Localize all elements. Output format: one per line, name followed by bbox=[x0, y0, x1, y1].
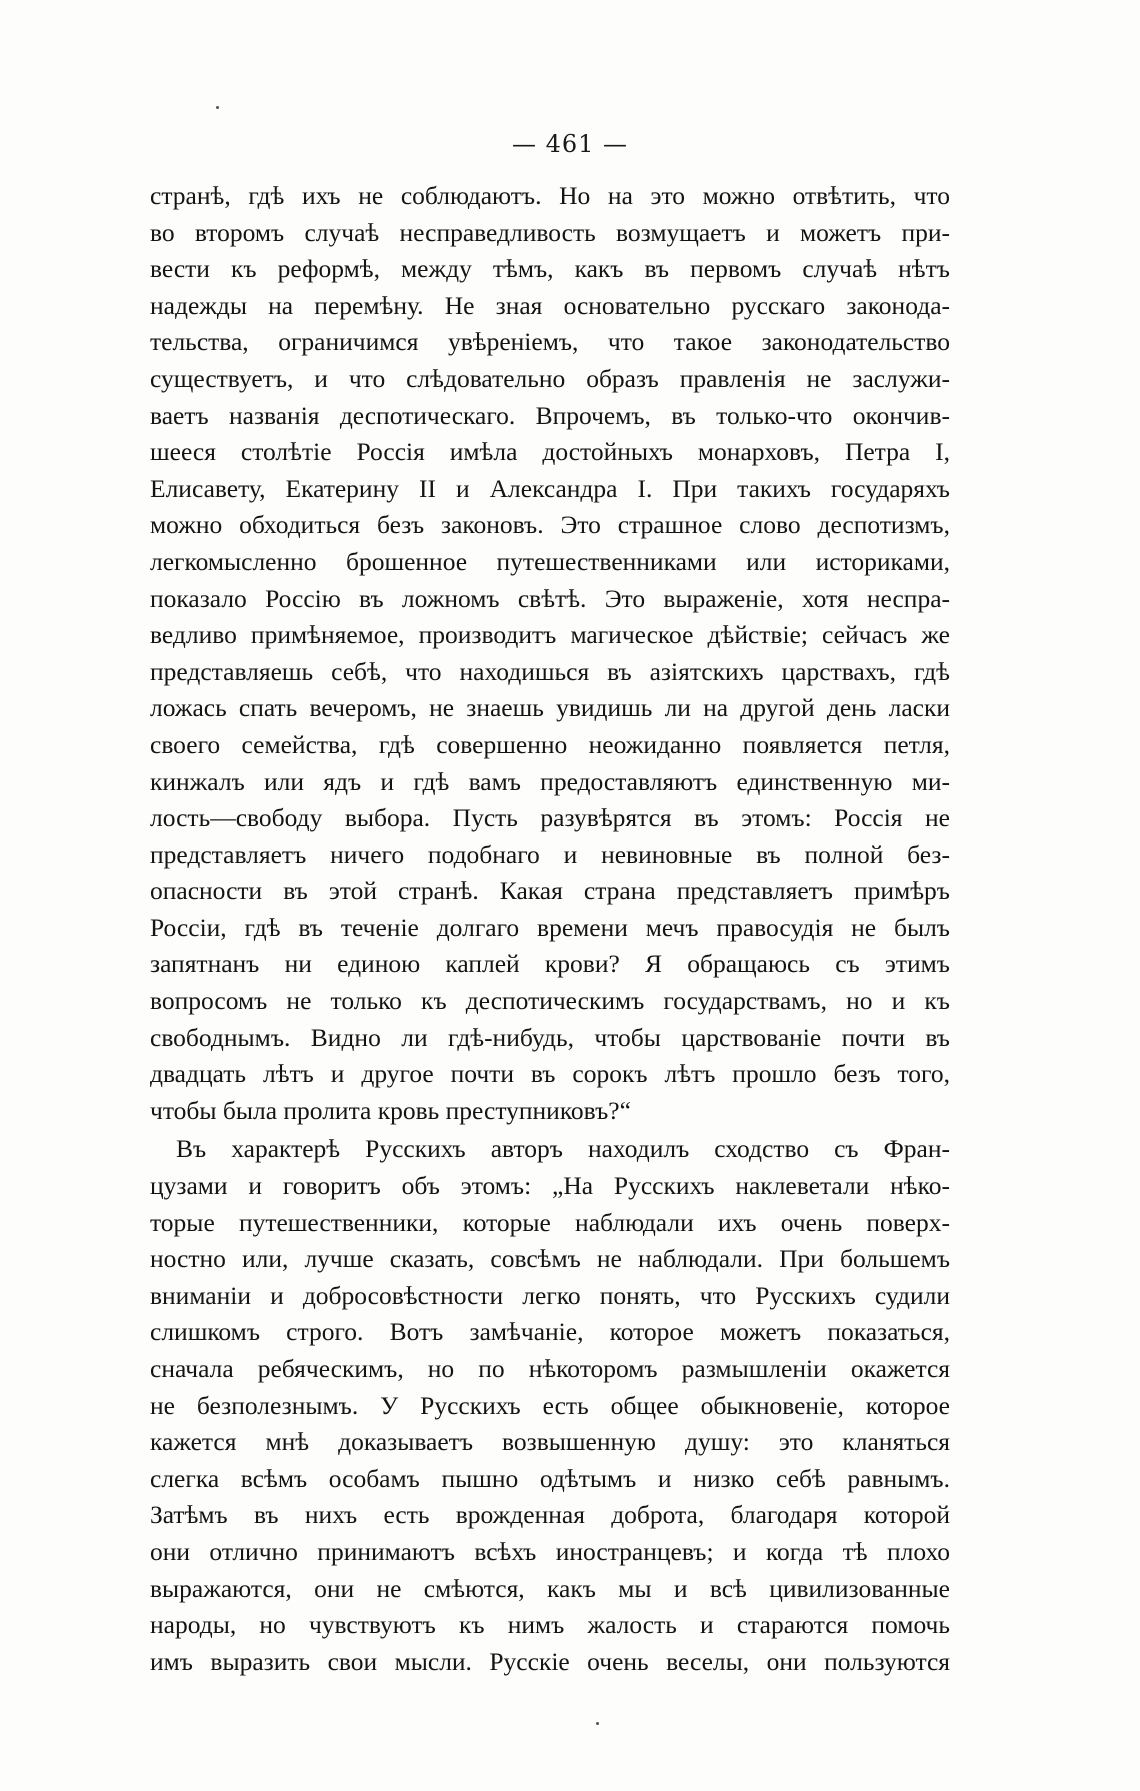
text-line: не безполезнымъ. У Русскихъ есть общее обыкновеніе, которое bbox=[150, 1390, 950, 1420]
text-line: можно обходиться безъ законовъ. Это страшное слово деспотизмъ, bbox=[150, 510, 950, 540]
scan-speck bbox=[596, 1722, 599, 1725]
text-line: вести къ реформѣ, между тѣмъ, какъ въ первомъ случаѣ нѣтъ bbox=[150, 254, 950, 284]
text-line: во второмъ случаѣ несправедливость возмущаетъ и можетъ при- bbox=[150, 217, 950, 247]
text-line: слишкомъ строго. Вотъ замѣчаніе, которое можетъ показаться, bbox=[150, 1317, 950, 1347]
text-line: Елисавету, Екатерину II и Александра I. При такихъ государяхъ bbox=[150, 473, 950, 503]
text-line: запятнанъ ни единою каплей крови? Я обращаюсь съ этимъ bbox=[150, 949, 950, 979]
text-line: существуетъ, и что слѣдовательно образъ правленія не заслужи- bbox=[150, 363, 950, 393]
text-line: показало Россію въ ложномъ свѣтѣ. Это выраженіе, хотя неспра- bbox=[150, 583, 950, 613]
text-line: шееся столѣтіе Россія имѣла достойныхъ монарховъ, Петра I, bbox=[150, 437, 950, 467]
text-line: ваетъ названія деспотическаго. Впрочемъ, въ только-что окончив- bbox=[150, 400, 950, 430]
text-line: торые путешественники, которые наблюдали ихъ очень поверх- bbox=[150, 1207, 950, 1237]
text-line: двадцать лѣтъ и другое почти въ сорокъ лѣтъ прошло безъ того, bbox=[150, 1059, 950, 1089]
text-line: ложась спать вечеромъ, не знаешь увидишь ли на другой день ласки bbox=[150, 693, 950, 723]
paragraph-2 bbox=[150, 1131, 950, 1680]
text-line: народы, но чувствуютъ къ нимъ жалость и стараются помочь bbox=[150, 1610, 950, 1640]
text-line: лость—свободу выбора. Пусть разувѣрятся въ этомъ: Россія не bbox=[150, 803, 950, 833]
text-line: опасности въ этой странѣ. Какая страна представляетъ примѣръ bbox=[150, 876, 950, 906]
page-number: — 461 — bbox=[511, 130, 629, 158]
text-line: слегка всѣмъ особамъ пышно одѣтымъ и низко себѣ равнымъ. bbox=[150, 1463, 950, 1493]
paragraph-1 bbox=[150, 178, 950, 1129]
text-line: цузами и говоритъ объ этомъ: „На Русскихъ наклеветали нѣко- bbox=[150, 1171, 950, 1201]
text-line: ностно или, лучше сказать, совсѣмъ не наблюдали. При большемъ bbox=[150, 1244, 950, 1274]
text-line: кинжалъ или ядъ и гдѣ вамъ предоставляютъ единственную ми- bbox=[150, 766, 950, 796]
text-line: тельства, ограничимся увѣреніемъ, что такое законодательство bbox=[150, 327, 950, 357]
text-line: чтобы была пролита кровь преступниковъ?“ bbox=[150, 1095, 631, 1125]
text-line: представляетъ ничего подобнаго и невиновные въ полной без- bbox=[150, 839, 950, 869]
text-line: имъ выразить свои мысли. Русскіе очень веселы, они пользуются bbox=[150, 1646, 950, 1676]
text-line: они отлично принимаютъ всѣхъ иностранцевъ; и когда тѣ плохо bbox=[150, 1536, 950, 1566]
text-line: странѣ, гдѣ ихъ не соблюдаютъ. Но на это можно отвѣтить, что bbox=[150, 181, 950, 210]
text-line: Затѣмъ въ нихъ есть врожденная доброта, благодаря которой bbox=[150, 1500, 950, 1530]
text-line: свободнымъ. Видно ли гдѣ-нибудь, чтобы царствованіе почти въ bbox=[150, 1022, 950, 1052]
text-line: кажется мнѣ доказываетъ возвышенную душу: это кланяться bbox=[150, 1427, 950, 1457]
text-line: представляешь себѣ, что находишься въ азіятскихъ царствахъ, гдѣ bbox=[150, 656, 950, 686]
text-line: Россіи, гдѣ въ теченіе долгаго времени мечъ правосудія не былъ bbox=[150, 912, 950, 942]
text-line: надежды на перемѣну. Не зная основательно русскаго законода- bbox=[150, 290, 950, 320]
text-line: выражаются, они не смѣются, какъ мы и всѣ цивилизованные bbox=[150, 1573, 950, 1603]
text-line: вниманіи и добросовѣстности легко понять, что Русскихъ судили bbox=[150, 1280, 950, 1310]
text-line: Въ характерѣ Русскихъ авторъ находилъ сходство съ Фран- bbox=[176, 1134, 950, 1164]
body-text bbox=[150, 178, 950, 1680]
text-line: вопросомъ не только къ деспотическимъ государствамъ, но и къ bbox=[150, 986, 950, 1016]
text-line: легкомысленно брошенное путешественниками или историками, bbox=[150, 546, 950, 576]
scan-speck bbox=[216, 106, 219, 109]
text-line: ведливо примѣняемое, производитъ магическое дѣйствіе; сейчасъ же bbox=[150, 620, 950, 650]
text-line: сначала ребяческимъ, но по нѣкоторомъ размышленіи окажется bbox=[150, 1354, 950, 1383]
text-line: своего семейства, гдѣ совершенно неожиданно появляется петля, bbox=[150, 729, 950, 759]
